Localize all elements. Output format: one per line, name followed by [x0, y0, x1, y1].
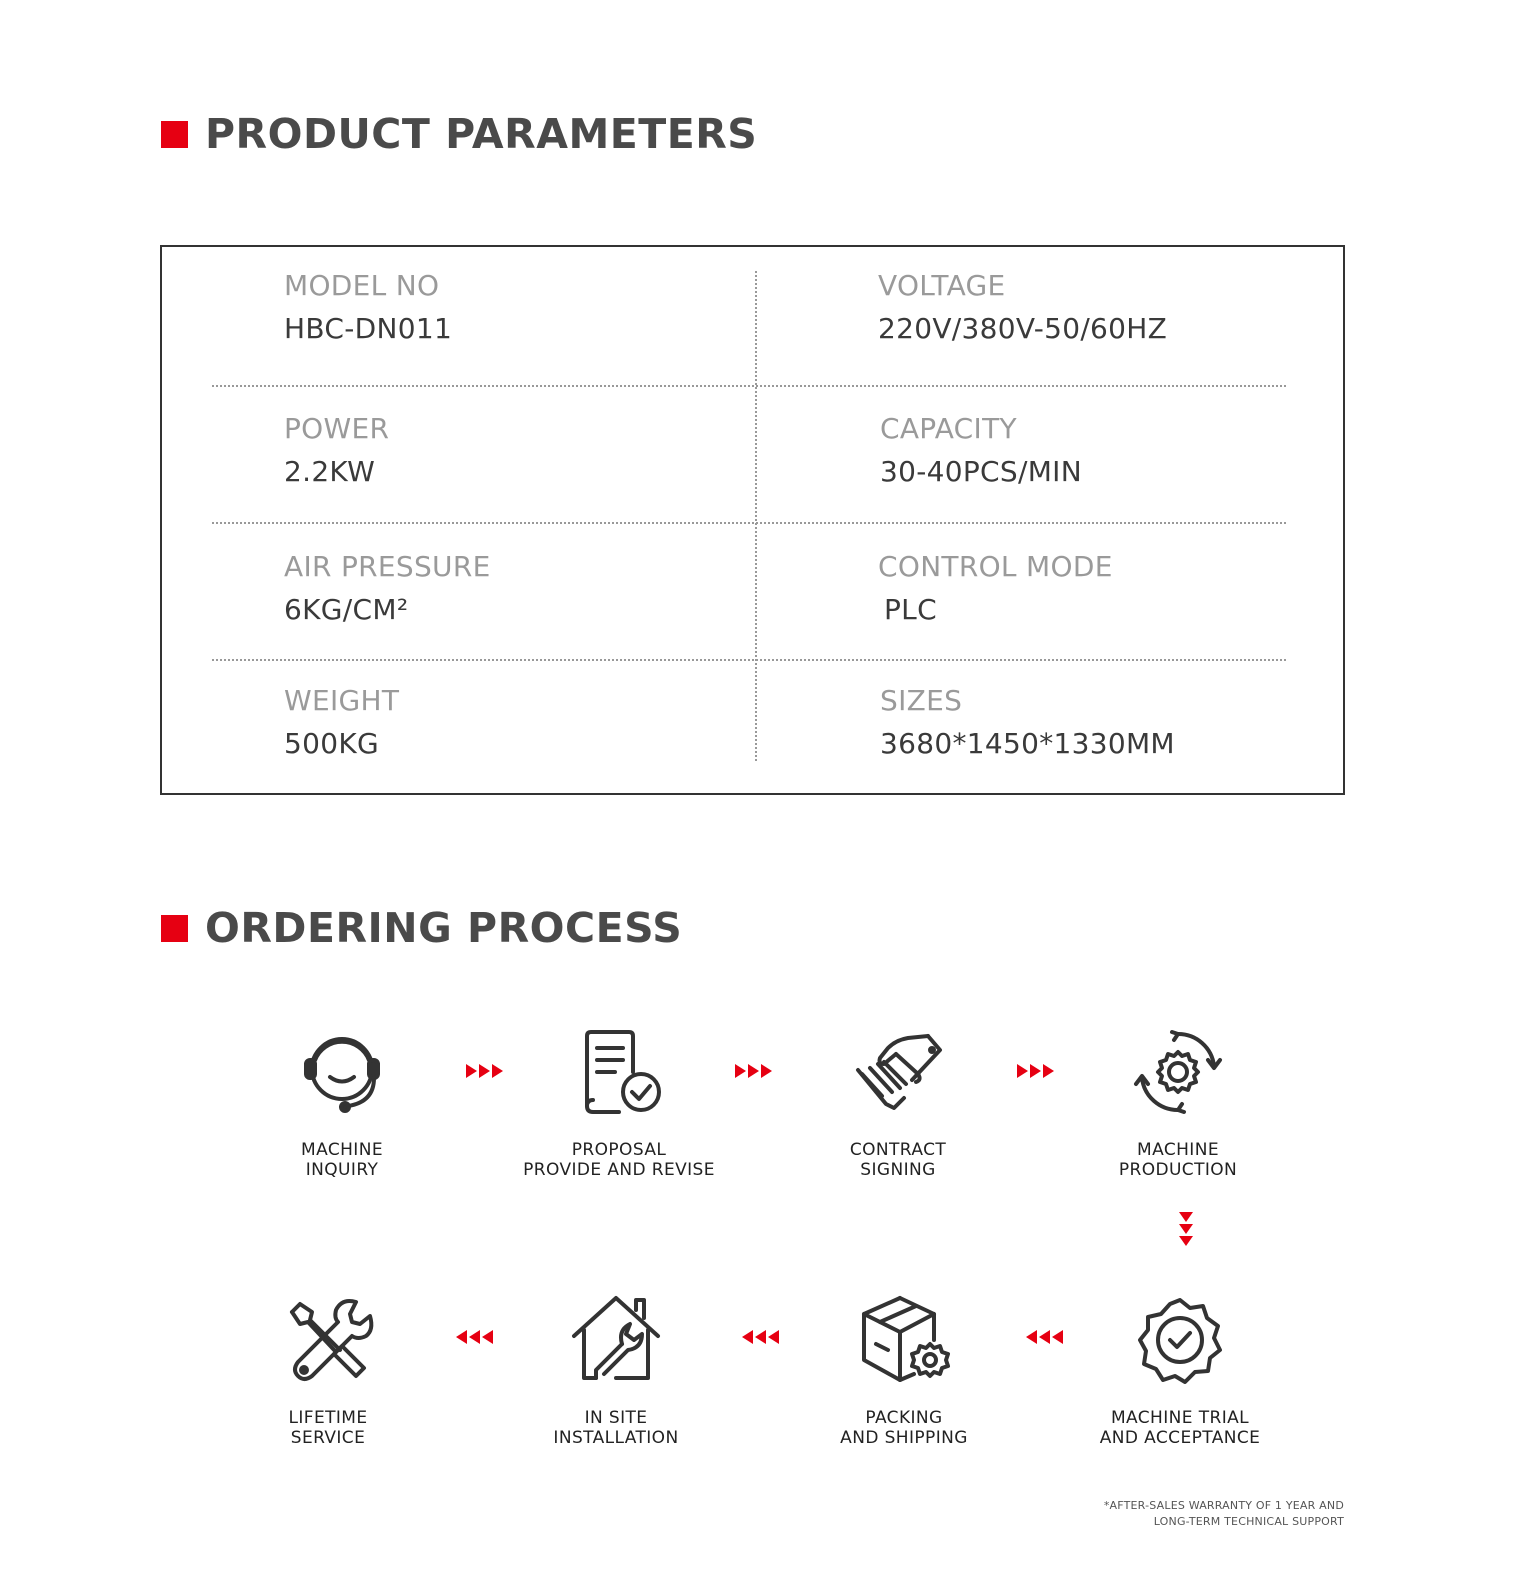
box-gear-icon [854, 1290, 954, 1390]
param-sizes [880, 684, 1175, 760]
flow-arrows-down [1179, 1212, 1193, 1248]
param-label: MODEL NO [284, 269, 440, 302]
param-label: AIR PRESSURE [284, 550, 491, 583]
step-in-site-installation [486, 1290, 746, 1448]
tools-icon [278, 1290, 378, 1390]
document-check-icon [569, 1022, 669, 1122]
param-label: WEIGHT [284, 684, 400, 717]
flow-arrows-left [456, 1330, 495, 1344]
heading-marker [161, 915, 188, 942]
step-machine-inquiry [212, 1022, 472, 1180]
param-value: PLC [884, 593, 937, 626]
param-label: SIZES [880, 684, 963, 717]
step-contract-signing [768, 1022, 1028, 1180]
step-label: MACHINE TRIAL AND ACCEPTANCE [1099, 1408, 1261, 1448]
step-packing-shipping [774, 1290, 1034, 1448]
step-lifetime-service [198, 1290, 458, 1448]
param-control-mode [878, 550, 1113, 626]
warranty-footnote: *AFTER-SALES WARRANTY OF 1 YEAR AND LONG-TERM TECHNICAL SUPPORT [1103, 1499, 1344, 1528]
step-label: IN SITE INSTALLATION [553, 1408, 679, 1448]
ordering-process-heading [161, 904, 682, 952]
step-machine-trial [1050, 1290, 1310, 1448]
param-air-pressure [284, 550, 491, 626]
param-model-no [284, 269, 452, 345]
handshake-icon [848, 1022, 948, 1122]
step-label: LIFETIME SERVICE [288, 1408, 368, 1448]
parameters-table [160, 245, 1345, 795]
house-wrench-icon [566, 1290, 666, 1390]
column-divider [755, 271, 757, 761]
product-parameters-heading [161, 110, 757, 158]
row-divider [212, 659, 1286, 661]
step-label: PROPOSAL PROVIDE AND REVISE [523, 1140, 715, 1180]
step-machine-production [1048, 1022, 1308, 1180]
step-label: PACKING AND SHIPPING [840, 1408, 968, 1448]
headset-icon [292, 1022, 392, 1122]
param-power [284, 412, 389, 488]
step-label: MACHINE PRODUCTION [1118, 1140, 1238, 1180]
param-label: POWER [284, 412, 390, 445]
param-value: 30-40PCS/MIN [880, 455, 1082, 488]
param-value: 3680*1450*1330MM [880, 727, 1175, 760]
row-divider [212, 522, 1286, 524]
param-label: CONTROL MODE [878, 550, 1113, 583]
param-value: HBC-DN011 [284, 312, 453, 345]
step-label: CONTRACT SIGNING [849, 1140, 947, 1180]
heading-marker [161, 121, 188, 148]
param-value: 500KG [284, 727, 380, 760]
step-label: MACHINE INQUIRY [301, 1140, 383, 1180]
param-value: 220V/380V-50/60HZ [878, 312, 1168, 345]
param-capacity [880, 412, 1082, 488]
gear-cycle-icon [1128, 1022, 1228, 1122]
row-divider [212, 385, 1286, 387]
param-label: VOLTAGE [878, 269, 1006, 302]
param-value: 2.2KW [284, 455, 376, 488]
param-weight [284, 684, 399, 760]
param-voltage [878, 269, 1167, 345]
flow-arrows-left [742, 1330, 781, 1344]
param-value: 6KG/CM² [284, 593, 409, 626]
param-label: CAPACITY [880, 412, 1017, 445]
step-proposal [489, 1022, 749, 1180]
badge-check-icon [1130, 1290, 1230, 1390]
section-title: PRODUCT PARAMETERS [205, 110, 758, 158]
section-title: ORDERING PROCESS [205, 904, 683, 952]
